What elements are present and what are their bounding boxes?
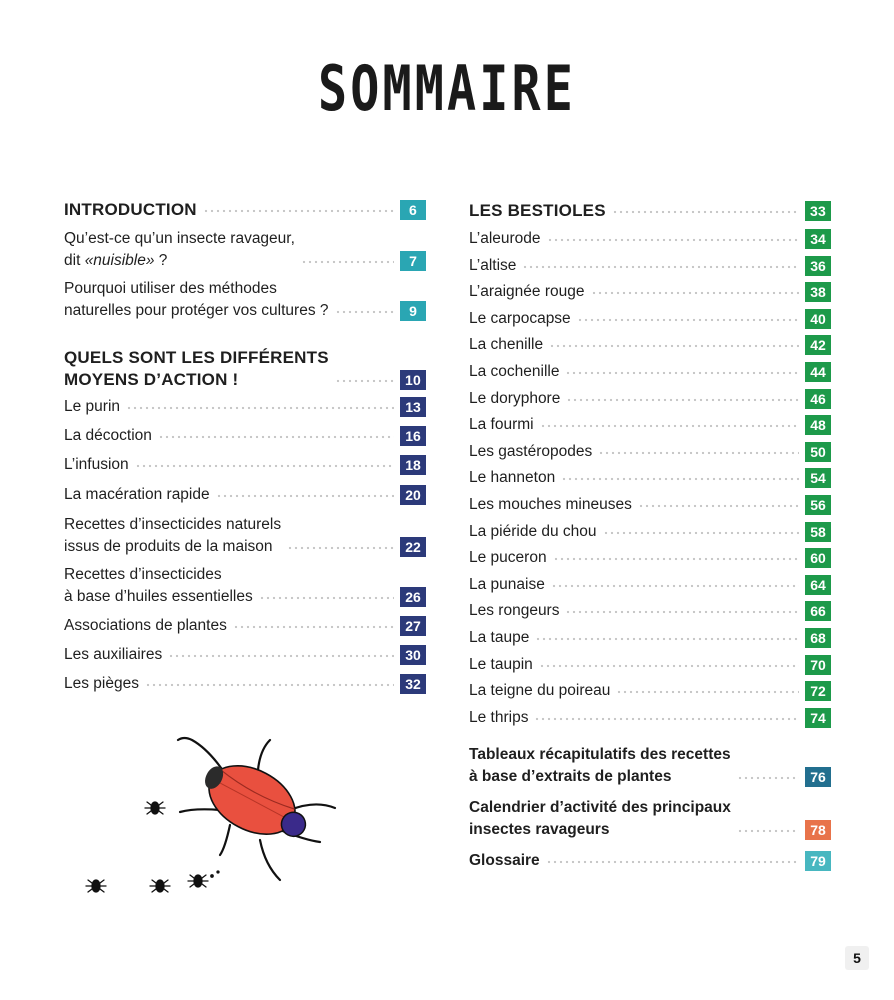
page-badge: 56	[805, 495, 831, 515]
leader-dots	[126, 403, 394, 413]
leader-dots	[540, 421, 799, 431]
toc-entry-bestiole[interactable]	[469, 547, 831, 569]
leader-dots	[168, 651, 394, 661]
leader-dots	[547, 235, 799, 245]
toc-label: Associations de plantes	[64, 617, 227, 634]
toc-label: Le carpocapse	[469, 309, 571, 327]
toc-label: Les gastéropodes	[469, 442, 593, 460]
page-badge: 70	[805, 655, 831, 675]
toc-entry-decoction[interactable]	[64, 425, 426, 447]
page-badge: 54	[805, 468, 831, 488]
toc-entry-maceration[interactable]	[64, 484, 426, 506]
page-badge: 32	[400, 674, 426, 694]
toc-entry-intro-2[interactable]	[64, 278, 426, 322]
leader-dots	[616, 687, 799, 697]
toc-label: L’altise	[469, 256, 517, 274]
page-badge: 22	[400, 537, 426, 557]
toc-label: Le doryphore	[469, 389, 561, 407]
ant-icon	[150, 880, 170, 892]
toc-label: La teigne du poireau	[469, 682, 611, 700]
toc-label: La punaise	[469, 575, 545, 593]
page-badge: 46	[805, 389, 831, 409]
page-number: 5	[845, 946, 869, 970]
leader-dots	[598, 448, 799, 458]
leader-dots	[301, 257, 394, 267]
page-badge: 26	[400, 587, 426, 607]
toc-entry-auxiliaires[interactable]	[64, 644, 426, 666]
page-badge: 74	[805, 708, 831, 728]
page-badge: 68	[805, 628, 831, 648]
toc-label: Les pièges	[64, 675, 139, 692]
toc-entry-infusion[interactable]	[64, 454, 426, 476]
toc-entry-bestiole[interactable]	[469, 467, 831, 489]
page-badge: 50	[805, 442, 831, 462]
page-badge: 66	[805, 601, 831, 621]
page-badge: 30	[400, 645, 426, 665]
leader-dots	[561, 474, 799, 484]
page-badge: 34	[805, 229, 831, 249]
leader-dots	[565, 368, 799, 378]
toc-entry-purin[interactable]	[64, 396, 426, 418]
page-badge: 38	[805, 282, 831, 302]
toc-label-line2: à base d’extraits de plantes	[469, 768, 672, 785]
page-badge: 27	[400, 616, 426, 636]
toc-entry-bestiole[interactable]	[469, 228, 831, 250]
ant-icon	[145, 802, 165, 814]
toc-label: La piéride du chou	[469, 522, 597, 540]
toc-label: Les auxiliaires	[64, 646, 163, 663]
leader-dots	[335, 307, 394, 317]
beetle-illustration	[80, 730, 350, 905]
page-badge: 78	[805, 820, 831, 840]
leader-dots	[737, 826, 799, 836]
toc-label-post: ?	[154, 252, 168, 269]
leader-dots	[259, 593, 394, 603]
toc-label: Le taupin	[469, 655, 533, 673]
toc-label-line1: Tableaux récapitulatifs des recettes	[469, 746, 731, 763]
toc-label: L’araignée rouge	[469, 283, 585, 301]
toc-entry-recettes-huiles[interactable]	[64, 564, 426, 608]
leader-dots	[145, 680, 394, 690]
leader-dots	[612, 207, 799, 217]
toc-entry-moyens[interactable]	[64, 347, 426, 391]
toc-label: Le thrips	[469, 708, 529, 726]
ant-icon	[86, 880, 106, 892]
page-badge: 79	[805, 851, 831, 871]
toc-entry-glossaire[interactable]	[469, 850, 831, 872]
leader-dots	[335, 376, 394, 386]
leader-dots	[546, 857, 799, 867]
leader-dots	[203, 206, 394, 216]
page-badge: 42	[805, 335, 831, 355]
page-badge: 58	[805, 522, 831, 542]
toc-label: L’infusion	[64, 456, 129, 473]
toc-label-line1: Calendrier d’activité des principaux	[469, 799, 731, 816]
toc-entry-bestiole[interactable]	[469, 521, 831, 543]
toc-label-line2: insectes ravageurs	[469, 821, 610, 838]
toc-entry-intro-1[interactable]	[64, 228, 426, 272]
toc-entry-bestiole[interactable]	[469, 600, 831, 622]
leader-dots	[534, 714, 799, 724]
page-badge: 7	[400, 251, 426, 271]
toc-entry-bestiole[interactable]	[469, 707, 831, 729]
toc-label: La chenille	[469, 336, 544, 354]
page-badge: 36	[805, 256, 831, 276]
leader-dots	[158, 432, 394, 442]
toc-label-line1: Recettes d’insecticides	[64, 566, 222, 583]
toc-label: La décoction	[64, 427, 152, 444]
toc-label: Les mouches mineuses	[469, 496, 632, 513]
toc-label-line2: à base d’huiles essentielles	[64, 588, 253, 605]
toc-entry-bestiole[interactable]	[469, 494, 831, 516]
leader-dots	[287, 543, 394, 553]
toc-entry-recettes-maison[interactable]	[64, 514, 426, 558]
page-title: SOMMAIRE	[318, 52, 576, 125]
toc-label: Glossaire	[469, 852, 540, 869]
page-badge: 40	[805, 309, 831, 329]
toc-entry-bestiole[interactable]	[469, 414, 831, 436]
toc-label: La macération rapide	[64, 486, 210, 503]
toc-entry-bestiole[interactable]	[469, 388, 831, 410]
toc-entry-bestiole[interactable]	[469, 281, 831, 303]
toc-entry-pieges[interactable]	[64, 673, 426, 695]
toc-label: La taupe	[469, 629, 530, 646]
toc-label-line1: Pourquoi utiliser des méthodes	[64, 280, 277, 297]
leader-dots	[539, 661, 799, 671]
toc-label-line1: Qu’est-ce qu’un insecte ravageur,	[64, 230, 295, 247]
page-badge: 48	[805, 415, 831, 435]
page-badge: 18	[400, 455, 426, 475]
leader-dots	[551, 581, 799, 591]
leader-dots	[135, 461, 394, 471]
toc-label-line2: issus de produits de la maison	[64, 538, 273, 555]
leader-dots	[535, 634, 799, 644]
toc-label: Le purin	[64, 398, 121, 415]
page-badge: 72	[805, 681, 831, 701]
toc-entry-bestiole[interactable]	[469, 255, 831, 277]
page-badge: 60	[805, 548, 831, 568]
leader-dots	[603, 528, 799, 538]
page-badge: 44	[805, 362, 831, 382]
toc-label: Le hanneton	[469, 469, 556, 487]
toc-entry-tableaux[interactable]	[469, 744, 831, 788]
page-badge: 9	[400, 301, 426, 321]
page-badge: 6	[400, 200, 426, 220]
page-badge: 13	[400, 397, 426, 417]
leader-dots	[577, 315, 799, 325]
toc-label-line2: naturelles pour protéger vos cultures ?	[64, 302, 329, 319]
toc-entry-bestiole[interactable]	[469, 441, 831, 463]
ant-icon	[188, 871, 219, 887]
toc-entry-bestiole[interactable]	[469, 680, 831, 702]
toc-entry-bestiole[interactable]	[469, 361, 831, 383]
toc-label: La cochenille	[469, 363, 560, 380]
page-badge: 20	[400, 485, 426, 505]
toc-entry-bestiole[interactable]	[469, 627, 831, 649]
toc-entry-calendrier[interactable]	[469, 797, 831, 841]
leader-dots	[553, 554, 799, 564]
toc-entry-bestiole[interactable]	[469, 308, 831, 330]
leader-dots	[565, 607, 799, 617]
page-badge: 76	[805, 767, 831, 787]
leader-dots	[737, 773, 799, 783]
toc-label: Les rongeurs	[469, 602, 560, 620]
toc-entry-associations[interactable]	[64, 615, 426, 637]
toc-entry-bestioles[interactable]	[469, 200, 831, 222]
leader-dots	[638, 501, 799, 511]
toc-entry-bestiole[interactable]	[469, 654, 831, 676]
toc-label-pre: dit	[64, 252, 85, 269]
leader-dots	[216, 491, 394, 501]
beetle-body	[192, 749, 319, 855]
toc-label: La fourmi	[469, 416, 534, 434]
toc-label: Le puceron	[469, 549, 547, 567]
leader-dots	[591, 288, 800, 298]
toc-entry-introduction[interactable]	[64, 199, 426, 221]
toc-label: INTRODUCTION	[64, 200, 197, 219]
toc-label-line1: Recettes d’insecticides naturels	[64, 516, 282, 533]
toc-entry-bestiole[interactable]	[469, 334, 831, 356]
toc-label: LES BESTIOLES	[469, 201, 606, 220]
toc-label: L’aleurode	[469, 230, 541, 247]
leader-dots	[566, 395, 799, 405]
leader-dots	[522, 262, 799, 272]
toc-label-emphasis: «nuisible»	[84, 252, 155, 269]
toc-label-line1: QUELS SONT LES DIFFÉRENTS	[64, 348, 329, 367]
leader-dots	[549, 341, 799, 351]
toc-entry-bestiole[interactable]	[469, 574, 831, 596]
page-badge: 16	[400, 426, 426, 446]
page-badge: 10	[400, 370, 426, 390]
page-badge: 33	[805, 201, 831, 221]
toc-label-line2	[64, 250, 295, 272]
page-badge: 64	[805, 575, 831, 595]
toc-label-line2: MOYENS D’ACTION !	[64, 370, 239, 389]
leader-dots	[233, 622, 394, 632]
